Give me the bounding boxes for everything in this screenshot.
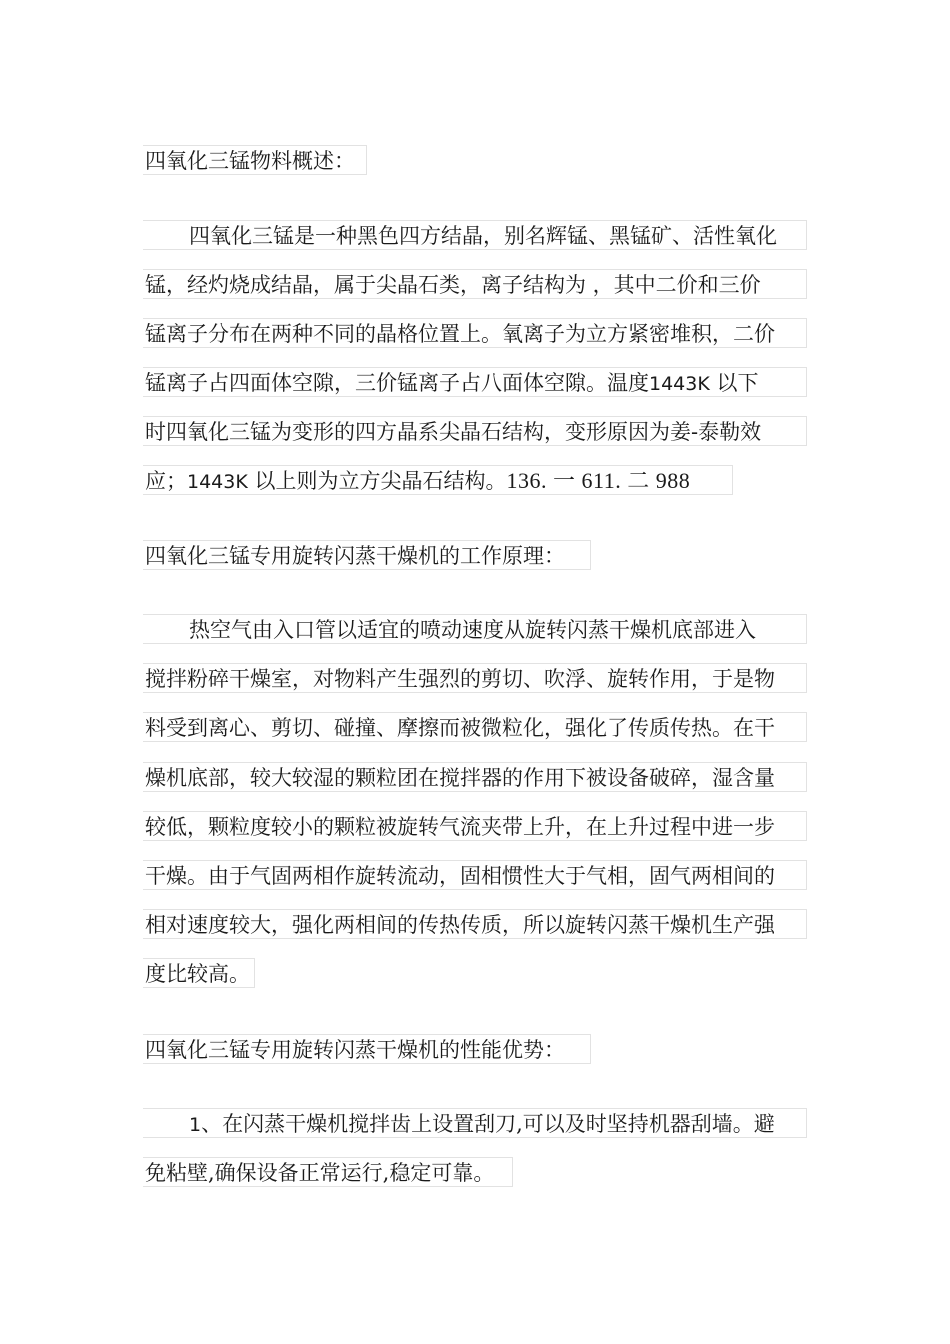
paragraph-line: 较低，颗粒度较小的颗粒被旋转气流夹带上升，在上升过程中进一步 [143, 811, 807, 841]
line-text: 应； [145, 469, 187, 493]
section-heading-overview: 四氧化三锰物料概述： [143, 145, 367, 175]
line-text: 以上则为立方尖晶石结构。 [247, 469, 507, 493]
section-heading-principle: 四氧化三锰专用旋转闪蒸干燥机的工作原理： [143, 540, 591, 570]
line-text: 、 [201, 1112, 223, 1136]
contact-number: 136. 一 611. 二 988 [506, 468, 691, 493]
line-text: 以下 [709, 371, 759, 395]
paragraph-line [143, 465, 733, 495]
paragraph-line: 搅拌粉碎干燥室，对物料产生强烈的剪切、吹浮、旋转作用，于是物 [143, 663, 807, 693]
paragraph-line: 锰离子分布在两种不同的晶格位置上。氧离子为立方紧密堆积，二价 [143, 318, 807, 348]
paragraph-line [143, 367, 807, 397]
section-heading-advantages: 四氧化三锰专用旋转闪蒸干燥机的性能优势： [143, 1034, 591, 1064]
line-text: 锰离子占四面体空隙，三价锰离子占八面体空隙。温度 [145, 371, 649, 395]
paragraph-line: 锰，经灼烧成结晶，属于尖晶石类，离子结构为 ，其中二价和三价 [143, 269, 807, 299]
paragraph-line: 四氧化三锰是一种黑色四方结晶，别名辉锰、黑锰矿、活性氧化 [143, 220, 807, 250]
paragraph-line: 相对速度较大，强化两相间的传热传质，所以旋转闪蒸干燥机生产强 [143, 909, 807, 939]
temperature-value: 1443K [649, 373, 710, 395]
temperature-value: 1443K [187, 471, 248, 493]
paragraph-line: 度比较高。 [143, 958, 255, 988]
list-item-number: 1 [189, 1114, 202, 1136]
paragraph-line: 燥机底部，较大较湿的颗粒团在搅拌器的作用下被设备破碎，湿含量 [143, 762, 807, 792]
list-item [143, 1108, 807, 1138]
paragraph-line: 热空气由入口管以适宜的喷动速度从旋转闪蒸干燥机底部进入 [143, 614, 807, 644]
line-text: 在闪蒸干燥机搅拌齿上设置刮刀,可以及时坚持机器刮墙。避 [222, 1112, 775, 1136]
paragraph-line: 干燥。由于气固两相作旋转流动，固相惯性大于气相，固气两相间的 [143, 860, 807, 890]
paragraph-line: 料受到离心、剪切、碰撞、摩擦而被微粒化，强化了传质传热。在干 [143, 712, 807, 742]
paragraph-line: 免粘壁,确保设备正常运行,稳定可靠。 [143, 1157, 513, 1187]
paragraph-line: 时四氧化三锰为变形的四方晶系尖晶石结构，变形原因为姜-泰勒效 [143, 416, 807, 446]
